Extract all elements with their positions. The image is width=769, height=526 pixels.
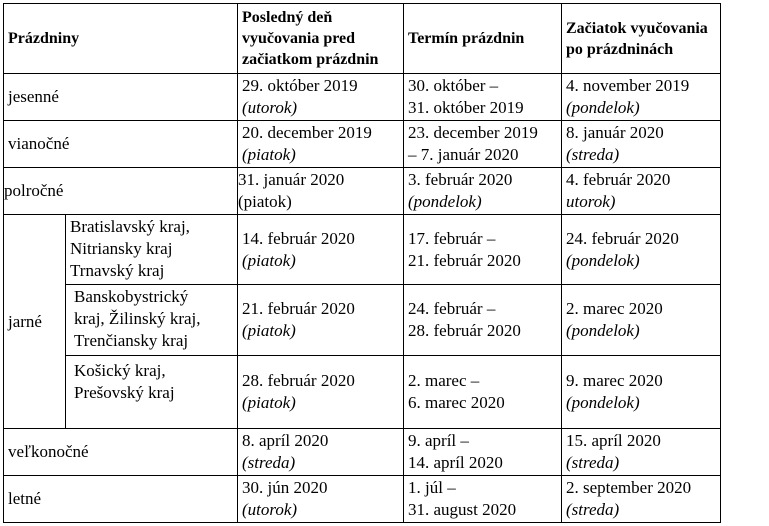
start-cell: 15. apríl 2020 (streda) [562,429,721,476]
term-cell: 2. marec – 6. marec 2020 [404,356,562,429]
last-day-cell: 14. február 2020 (piatok) [238,215,404,285]
last-day-cell: 30. jún 2020 (utorok) [238,476,404,523]
start-cell: 4. február 2020 utorok) [562,168,721,215]
start-cell: 2. september 2020 (streda) [562,476,721,523]
holiday-schedule-table [3,3,721,523]
holiday-name: vianočné [4,121,238,168]
header-term: Termín prázdnin [404,4,562,74]
last-day-cell: 8. apríl 2020 (streda) [238,429,404,476]
start-cell: 24. február 2020 (pondelok) [562,215,721,285]
header-last-day: Posledný deň vyučovania pred začiatkom prázdnin [238,4,404,74]
term-cell: 23. december 2019 – 7. január 2020 [404,121,562,168]
term-cell: 9. apríl – 14. apríl 2020 [404,429,562,476]
table-row-spring-3 [4,356,721,429]
region-cell: Banskobystrický kraj, Žilinský kraj, Trenčiansky kraj [66,285,238,356]
term-cell: 17. február – 21. február 2020 [404,215,562,285]
last-day-cell: 29. október 2019 (utorok) [238,74,404,121]
holiday-name: polročné [4,168,238,215]
table-row-autumn [4,74,721,121]
table-row-christmas [4,121,721,168]
holiday-name: veľkonočné [4,429,238,476]
start-cell: 9. marec 2020 (pondelok) [562,356,721,429]
header-row [4,4,721,74]
header-start: Začiatok vyučovania po prázdninách [562,4,721,74]
holiday-name: jarné [4,215,66,429]
term-cell: 3. február 2020 (pondelok) [404,168,562,215]
last-day-cell: 28. február 2020 (piatok) [238,356,404,429]
table-row-spring-2 [4,285,721,356]
start-cell: 2. marec 2020 (pondelok) [562,285,721,356]
holiday-name: jesenné [4,74,238,121]
term-cell: 1. júl – 31. august 2020 [404,476,562,523]
holiday-name: letné [4,476,238,523]
last-day-cell: 31. január 2020 (piatok) [238,168,404,215]
start-cell: 4. november 2019 (pondelok) [562,74,721,121]
table-row-summer [4,476,721,523]
last-day-cell: 20. december 2019 (piatok) [238,121,404,168]
header-holiday: Prázdniny [4,4,238,74]
region-cell: Košický kraj, Prešovský kraj [66,356,238,429]
last-day-cell: 21. február 2020 (piatok) [238,285,404,356]
term-cell: 30. október – 31. október 2019 [404,74,562,121]
term-cell: 24. február – 28. február 2020 [404,285,562,356]
table-row-midterm [4,168,721,215]
table-row-spring [4,215,721,285]
region-cell: Bratislavský kraj, Nitriansky kraj Trnavský kraj [66,215,238,285]
start-cell: 8. január 2020 (streda) [562,121,721,168]
table-row-easter [4,429,721,476]
